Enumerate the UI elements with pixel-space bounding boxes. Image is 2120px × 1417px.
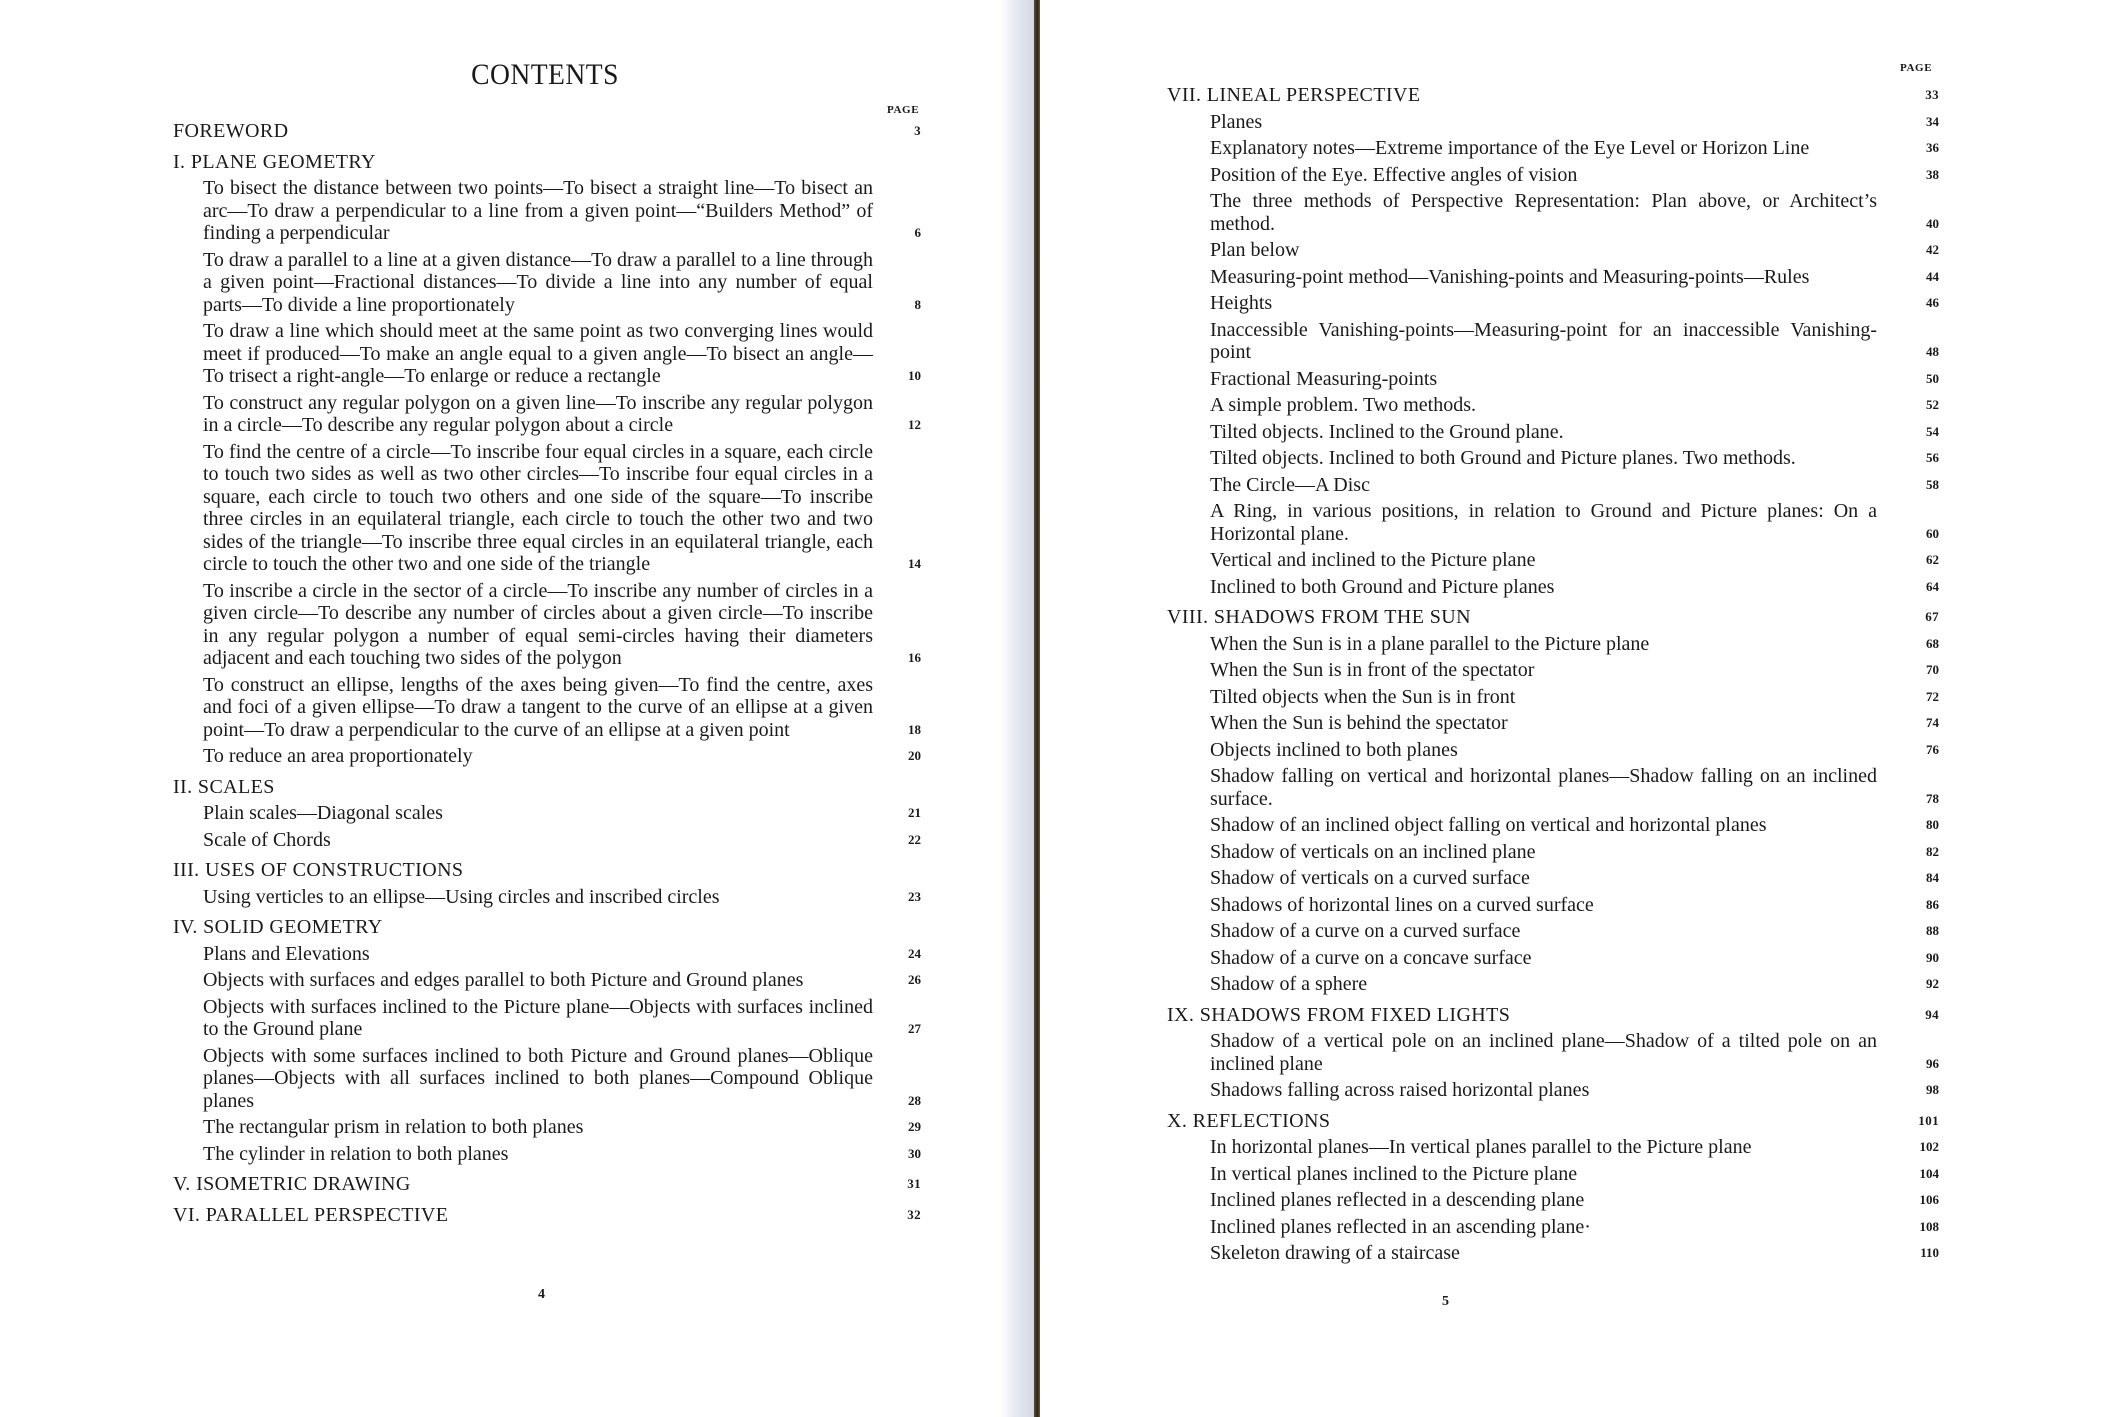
page-number: 80 [1926,817,1939,832]
toc-subentry[interactable] [1167,394,1939,417]
entry-text: In horizontal planes—In vertical planes parallel to the Picture plane [1210,1136,1752,1158]
entry-text: A Ring, in various positions, in relation to Ground and Picture planes: On a Horizontal plane. [1210,500,1877,545]
entry-text: Objects with surfaces and edges parallel to both Picture and Ground planes [203,969,804,991]
entry-text: Tilted objects. Inclined to the Ground plane. [1210,420,1564,443]
toc-subentry[interactable] [173,969,921,992]
toc-subentry[interactable] [1167,946,1939,970]
right-toc-list [1167,76,1939,1265]
entry-text: Explanatory notes—Extreme importance of the Eye Level or Horizon Line [1210,137,1810,159]
page-number: 22 [908,831,921,847]
page-number: 16 [908,650,921,665]
page-number: 21 [908,805,921,820]
entry-text: Shadows of horizontal lines on a curved surface [1210,893,1594,916]
page-number: 44 [1926,268,1939,284]
page-number: 67 [1925,609,1939,624]
page-number: 50 [1926,370,1939,386]
toc-subentry[interactable] [173,885,921,909]
toc-subentry[interactable] [1167,137,1939,160]
page-number: 3 [914,123,921,138]
page-number: 6 [914,225,921,240]
page-number: 108 [1919,1218,1939,1234]
entry-text: In vertical planes inclined to the Picture plane [1210,1162,1578,1185]
toc-subentry[interactable] [1167,712,1939,735]
page-number: 34 [1926,113,1939,129]
page-number: 10 [908,368,921,383]
entry-text: When the Sun is in front of the spectator [1210,659,1535,681]
toc-subentry[interactable] [1167,1079,1939,1102]
toc-subentry[interactable] [173,1116,921,1139]
page-number: 106 [1919,1192,1939,1207]
entry-text: Plans and Elevations [203,942,370,965]
toc-subentry[interactable] [1167,163,1939,187]
toc-section-entry[interactable] [173,776,873,799]
entry-text: Fractional Measuring-points [1210,367,1438,390]
toc-subentry[interactable] [1167,685,1939,709]
toc-subentry[interactable] [173,995,921,1041]
toc-subentry[interactable] [1167,500,1939,545]
entry-text: Heights [1210,292,1273,314]
toc-subentry[interactable] [1167,420,1939,444]
page-number: 62 [1926,552,1939,567]
entry-text: Plain scales—Diagonal scales [203,802,443,824]
toc-subentry[interactable] [1167,1136,1939,1159]
page-number: 110 [1920,1245,1939,1260]
toc-subentry[interactable] [173,1044,921,1113]
page-number: 58 [1926,476,1939,492]
page-number: 104 [1919,1165,1939,1181]
entry-text: Shadow of a curve on a concave surface [1210,946,1532,969]
page-number: 27 [908,1021,921,1036]
toc-subentry[interactable] [173,1142,921,1166]
toc-subentry[interactable] [173,391,921,437]
toc-subentry[interactable] [1167,1162,1939,1186]
entry-text: Skeleton drawing of a staircase [1210,1242,1460,1264]
page-number: 23 [908,888,921,904]
page-number: 76 [1926,741,1939,757]
page-number: 74 [1926,715,1939,730]
page-number: 90 [1926,949,1939,965]
entry-text: The rectangular prism in relation to both planes [203,1116,584,1138]
toc-subentry[interactable] [1167,318,1939,364]
toc-subentry[interactable] [173,828,921,852]
page-number: 40 [1926,215,1939,231]
entry-text: Shadow of a curve on a curved surface [1210,920,1521,942]
entry-text: The three methods of Perspective Representation: Plan above, or Architect’s method. [1210,190,1877,235]
entry-text: Position of the Eye. Effective angles of vision [1210,163,1578,186]
entry-text: To bisect the distance between two points—To bisect a straight line—To bisect an arc—To draw a perpendicular to a line from a given point—“Builders Method” of finding a perpendicular [203,177,873,244]
page-number: 102 [1919,1139,1939,1154]
toc-subentry[interactable] [1167,367,1939,391]
toc-subentry[interactable] [1167,1215,1939,1239]
contents-title: CONTENTS [471,58,619,91]
entry-text: To draw a parallel to a line at a given distance—To draw a parallel to a line through a given point—Fractional distances—To divide a line into any number of equal parts—To divide a line proportionately [203,248,873,316]
entry-text: A simple problem. Two methods. [1210,394,1476,416]
page-number: 86 [1926,896,1939,912]
toc-section-entry[interactable] [1167,1003,1939,1027]
entry-text: Inclined planes reflected in a descending plane [1210,1189,1585,1211]
page-number: 33 [1925,87,1939,102]
page-number: 92 [1926,976,1939,991]
toc-subentry[interactable] [1167,575,1939,599]
left-page [0,0,1000,1417]
toc-subentry[interactable] [173,745,921,768]
toc-subentry[interactable] [1167,659,1939,682]
toc-subentry[interactable] [173,177,921,245]
page-column-label-right: PAGE [1900,62,1933,74]
entry-text: Inclined to both Ground and Picture planes [1210,575,1555,598]
toc-subentry[interactable] [1167,473,1939,497]
toc-subentry[interactable] [173,579,921,670]
section-title: II. SCALES [173,775,275,798]
toc-subentry[interactable] [1167,292,1939,315]
entry-text: Shadow of a vertical pole on an inclined plane—Shadow of a tilted pole on an inclined plane [1210,1030,1877,1075]
toc-section-entry[interactable] [173,1173,921,1196]
toc-section-entry[interactable] [173,859,873,882]
section-title: V. ISOMETRIC DRAWING [173,1173,411,1195]
page-number: 12 [908,417,921,432]
page-number: 26 [908,972,921,987]
toc-subentry[interactable] [1167,893,1939,917]
entry-text: Plan below [1210,239,1300,261]
page-number: 29 [908,1119,921,1134]
page-number: 64 [1926,578,1939,594]
page-number: 32 [907,1206,921,1222]
toc-subentry[interactable] [1167,1189,1939,1212]
toc-subentry[interactable] [1167,632,1939,656]
toc-subentry[interactable] [1167,265,1939,289]
page-number: 70 [1926,662,1939,677]
page-number: 82 [1926,843,1939,859]
entry-text: Tilted objects when the Sun is in front [1210,685,1516,708]
section-title: VI. PARALLEL PERSPECTIVE [173,1203,449,1226]
page-number: 20 [908,748,921,763]
entry-text: To construct any regular polygon on a given line—To inscribe any regular polygon in a circle—To describe any regular polygon about a circle [203,391,873,436]
toc-subentry[interactable] [1167,840,1939,864]
toc-section-entry[interactable] [1167,606,1939,629]
entry-text: To draw a line which should meet at the same point as two converging lines would meet if produced—To make an angle equal to a given angle—To bisect an angle—To trisect a right-angle—To enlarge or reduce a rectangle [203,320,873,387]
page-number: 52 [1926,397,1939,412]
left-page-folio: 4 [538,1287,545,1302]
entry-text: Planes [1210,110,1263,133]
entry-text: Using verticles to an ellipse—Using circles and inscribed circles [203,885,720,908]
page-number: 72 [1926,688,1939,704]
page-number: 42 [1926,242,1939,257]
toc-section-entry[interactable] [173,1203,921,1227]
toc-subentry[interactable] [1167,738,1939,762]
page-number: 28 [908,1092,921,1108]
page-number: 96 [1926,1055,1939,1071]
entry-text: Shadows falling across raised horizontal planes [1210,1079,1590,1101]
entry-text: Shadow of an inclined object falling on vertical and horizontal planes [1210,814,1767,836]
entry-text: To find the centre of a circle—To inscribe four equal circles in a square, each circle to touch two sides as well as two other circles—To inscribe four equal circles in a square, each circle to touch two others and one side of the square—To inscribe three circles in an equilateral triangle, each circle to touch the other two and two sides of the triangle—To inscribe three equal circles in an equilateral triangle, each circle to touch the other two and one side of the triangle [203,440,873,575]
page-number: 38 [1926,166,1939,182]
entry-text: To construct an ellipse, lengths of the axes being given—To find the centre, axes and foci of a given ellipse—To draw a tangent to the curve of an ellipse at a given point—To draw a perpendicular to the curve of an ellipse at a given point [203,673,873,741]
page-number: 84 [1926,870,1939,885]
toc-subentry[interactable] [1167,920,1939,943]
toc-subentry[interactable] [1167,1030,1939,1075]
entry-text: Shadow of verticals on a curved surface [1210,867,1530,889]
toc-subentry[interactable] [1167,110,1939,134]
page-number: 31 [907,1176,921,1191]
page-number: 30 [908,1145,921,1161]
page-number: 14 [908,556,921,571]
entry-text: Inaccessible Vanishing-points—Measuring-point for an inaccessible Vanishing-point [1210,318,1877,363]
section-title: I. PLANE GEOMETRY [173,150,376,173]
page-number: 60 [1926,525,1939,541]
entry-text: Shadow of a sphere [1210,973,1368,995]
entry-text: The cylinder in relation to both planes [203,1142,509,1165]
toc-subentry[interactable] [1167,814,1939,837]
entry-text: Objects inclined to both planes [1210,738,1458,761]
entry-text: Inclined planes reflected in an ascending plane· [1210,1215,1591,1238]
toc-section-entry[interactable] [1167,84,1939,107]
toc-subentry[interactable] [173,440,921,576]
toc-subentry[interactable] [173,320,921,388]
section-title: VII. LINEAL PERSPECTIVE [1167,84,1421,106]
page-number: 88 [1926,923,1939,938]
page-number: 54 [1926,423,1939,439]
toc-subentry[interactable] [1167,447,1939,470]
toc-subentry[interactable] [1167,1242,1939,1265]
page-number: 36 [1926,140,1939,155]
entry-text: The Circle—A Disc [1210,473,1370,496]
page-number: 18 [908,721,921,737]
entry-text: Objects with surfaces inclined to the Picture plane—Objects with surfaces inclined to the Ground plane [203,995,873,1040]
toc-subentry[interactable] [1167,239,1939,262]
entry-text: Objects with some surfaces inclined to both Picture and Ground planes—Oblique planes—Objects with all surfaces inclined to both planes—Compound Oblique planes [203,1044,873,1112]
page-number: 8 [914,296,921,312]
page-column-label-left: PAGE [887,104,920,116]
section-title: FOREWORD [173,120,289,142]
page-number: 78 [1926,790,1939,806]
page-number: 68 [1926,635,1939,651]
section-title: IV. SOLID GEOMETRY [173,916,383,938]
page-number: 94 [1925,1006,1939,1022]
toc-subentry[interactable] [1167,549,1939,572]
toc-section-entry[interactable] [173,916,873,939]
page-number: 48 [1926,344,1939,359]
toc-section-entry[interactable] [173,120,921,143]
toc-subentry[interactable] [1167,973,1939,996]
entry-text: Scale of Chords [203,828,331,851]
entry-text: When the Sun is in a plane parallel to the Picture plane [1210,632,1650,655]
entry-text: Tilted objects. Inclined to both Ground and Picture planes. Two methods. [1210,447,1796,469]
toc-subentry[interactable] [1167,190,1939,235]
toc-section-entry[interactable] [1167,1109,1939,1133]
toc-section-entry[interactable] [173,151,873,174]
right-page-folio: 5 [1442,1294,1449,1309]
page-number: 98 [1926,1082,1939,1097]
entry-text: To inscribe a circle in the sector of a circle—To inscribe any number of circles in a given circle—To describe any number of circles about a given circle—To inscribe in any regular polygon a number of equal semi-circles having their diameters adjacent and each touching two sides of the polygon [203,579,873,669]
book-spine-line [1034,0,1040,1417]
entry-text: Measuring-point method—Vanishing-points and Measuring-points—Rules [1210,265,1810,288]
section-title: X. REFLECTIONS [1167,1109,1331,1132]
section-title: IX. SHADOWS FROM FIXED LIGHTS [1167,1003,1511,1026]
page-number: 101 [1918,1112,1939,1128]
toc-subentry[interactable] [173,673,921,742]
left-toc-list [173,112,921,1226]
entry-text: When the Sun is behind the spectator [1210,712,1508,734]
entry-text: Vertical and inclined to the Picture plane [1210,549,1536,571]
toc-subentry[interactable] [173,942,921,966]
entry-text: Shadow of verticals on an inclined plane [1210,840,1536,863]
section-title: VIII. SHADOWS FROM THE SUN [1167,606,1471,628]
toc-subentry[interactable] [173,248,921,317]
entry-text: Shadow falling on vertical and horizontal planes—Shadow falling on an inclined surface. [1210,765,1877,810]
page-number: 46 [1926,295,1939,310]
page-number: 56 [1926,450,1939,465]
entry-text: To reduce an area proportionately [203,745,473,767]
toc-subentry[interactable] [1167,867,1939,890]
toc-subentry[interactable] [1167,765,1939,810]
page-number: 24 [908,945,921,961]
section-title: III. USES OF CONSTRUCTIONS [173,859,464,881]
toc-subentry[interactable] [173,802,921,825]
